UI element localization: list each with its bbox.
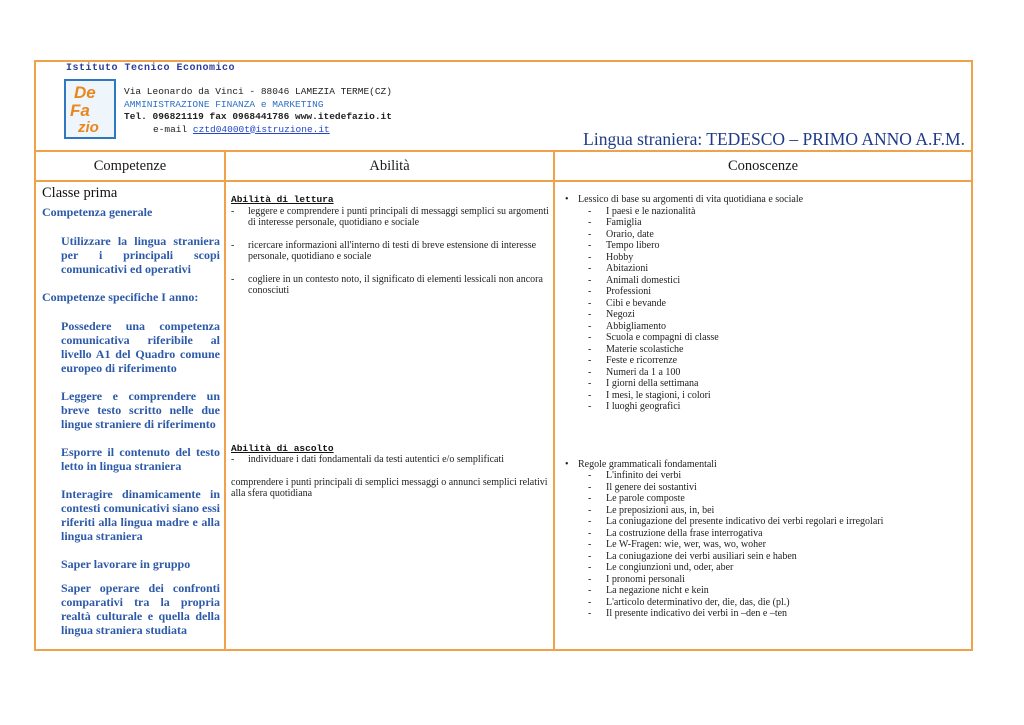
- grammar-item: - Le W-Fragen: wie, wer, was, wo, woher: [561, 539, 971, 551]
- address: Via Leonardo da Vinci - 88046 LAMEZIA TERME(CZ): [124, 86, 392, 97]
- grammar-item: - L'articolo determinativo der, die, das, die (pl.): [561, 597, 971, 609]
- email-link[interactable]: cztd04000t@istruzione.it: [192, 123, 330, 135]
- column-divider: [224, 152, 226, 649]
- reading-skill: - leggere e comprendere i punti principali di messaggi semplici su argomenti di interesse personale, quotidiano e sociale: [231, 206, 549, 229]
- email-label: e-mail: [153, 123, 188, 135]
- letterhead: [36, 62, 971, 152]
- school-contacts: [124, 86, 392, 136]
- reading-skills-title: Abilità di lettura: [231, 194, 334, 205]
- grammar-item: - Le congiunzioni und, oder, aber: [561, 562, 971, 574]
- lexicon-item: - Abbigliamento: [561, 321, 971, 333]
- reading-skill: - ricercare informazioni all'interno di testi di breve estensione di interesse personale, quotidiano e sociale: [231, 240, 549, 263]
- general-competence-label: Competenza generale: [42, 205, 153, 219]
- grammar-item: - L'infinito dei verbi: [561, 470, 971, 482]
- department: AMMINISTRAZIONE FINANZA e MARKETING: [124, 98, 324, 110]
- lexicon-item: - I paesi e le nazionalità: [561, 206, 971, 218]
- lexicon-item: - Scuola e compagni di classe: [561, 332, 971, 344]
- competenze-column: [42, 183, 220, 637]
- lexicon-item: - Professioni: [561, 286, 971, 298]
- grammar-item: - Il genere dei sostantivi: [561, 482, 971, 494]
- general-competence: Utilizzare la lingua straniera per i principali scopi comunicativi ed operativi: [61, 234, 220, 276]
- lexicon-title: • Lessico di base su argomenti di vita quotidiana e sociale: [561, 194, 971, 206]
- specific-competence: Saper operare dei confronti comparativi tra la propria realtà culturale e quella della lingua straniera studiata: [61, 581, 220, 637]
- conoscenze-column: [561, 183, 971, 620]
- lexicon-item: - Famiglia: [561, 217, 971, 229]
- email-line: [124, 124, 392, 137]
- lexicon-item: - Hobby: [561, 252, 971, 264]
- lexicon-item: - Cibi e bevande: [561, 298, 971, 310]
- phone-fax-web: Tel. 096821119 fax 0968441786 www.itedefazio.it: [124, 111, 392, 122]
- lexicon-item: - Orario, date: [561, 229, 971, 241]
- lexicon-item: - I mesi, le stagioni, i colori: [561, 390, 971, 402]
- class-label: Classe prima: [42, 185, 118, 201]
- lexicon-item: - I giorni della settimana: [561, 378, 971, 390]
- lexicon-item: - Abitazioni: [561, 263, 971, 275]
- logo-text-3: zio: [78, 119, 99, 136]
- specific-competences-label: Competenze specifiche I anno:: [42, 290, 199, 304]
- grammar-item: - La coniugazione dei verbi ausiliari sein e haben: [561, 551, 971, 563]
- grammar-item: - La negazione nicht e kein: [561, 585, 971, 597]
- lexicon-item: - Tempo libero: [561, 240, 971, 252]
- column-divider: [553, 152, 555, 649]
- listening-skill-extra: comprendere i punti principali di semplici messaggi o annunci semplici relativi alla sfera quotidiana: [231, 476, 548, 499]
- school-name: Istituto Tecnico Economico: [66, 63, 236, 74]
- specific-competence: Leggere e comprendere un breve testo scritto nelle due lingue straniere di riferimento: [61, 389, 220, 431]
- lexicon-item: - Materie scolastiche: [561, 344, 971, 356]
- listening-skill: - individuare i dati fondamentali da testi autentici e/o semplificati: [231, 454, 549, 466]
- grammar-item: - La costruzione della frase interrogativa: [561, 528, 971, 540]
- grammar-item: - Il presente indicativo dei verbi in –den e –ten: [561, 608, 971, 620]
- logo-text-2: Fa: [70, 101, 90, 120]
- logo-text-1: De: [74, 83, 96, 102]
- lexicon-list: [561, 206, 971, 413]
- abilita-column: [231, 183, 549, 500]
- column-header-abilita: Abilità: [226, 152, 553, 182]
- lexicon-item: - Animali domestici: [561, 275, 971, 287]
- column-header-competenze: Competenze: [36, 152, 224, 182]
- lexicon-item: - Negozi: [561, 309, 971, 321]
- school-logo: [64, 79, 116, 139]
- specific-competence: Possedere una competenza comunicativa riferibile al livello A1 del Quadro comune europeo di riferimento: [61, 319, 220, 375]
- lexicon-item: - Numeri da 1 a 100: [561, 367, 971, 379]
- specific-competence: Interagire dinamicamente in contesti comunicativi siano essi riferiti alla lingua madre e alla lingua straniera: [61, 487, 220, 543]
- specific-competence: Saper lavorare in gruppo: [61, 557, 191, 571]
- specific-competence: Esporre il contenuto del testo letto in lingua straniera: [61, 445, 220, 473]
- grammar-item: - I pronomi personali: [561, 574, 971, 586]
- grammar-title: • Regole grammaticali fondamentali: [561, 459, 971, 471]
- column-header-conoscenze: Conoscenze: [555, 152, 971, 182]
- listening-skills-title: Abilità di ascolto: [231, 442, 334, 454]
- reading-skill: - cogliere in un contesto noto, il significato di elementi lessicali non ancora conosciuti: [231, 274, 549, 297]
- grammar-item: - La coniugazione del presente indicativo dei verbi regolari e irregolari: [561, 516, 971, 528]
- document-frame: [34, 60, 973, 651]
- lexicon-item: - Feste e ricorrenze: [561, 355, 971, 367]
- subject-title: Lingua straniera: TEDESCO – PRIMO ANNO A.F.M.: [583, 129, 965, 149]
- lexicon-item: - I luoghi geografici: [561, 401, 971, 413]
- grammar-item: - Le parole composte: [561, 493, 971, 505]
- grammar-item: - Le preposizioni aus, in, bei: [561, 505, 971, 517]
